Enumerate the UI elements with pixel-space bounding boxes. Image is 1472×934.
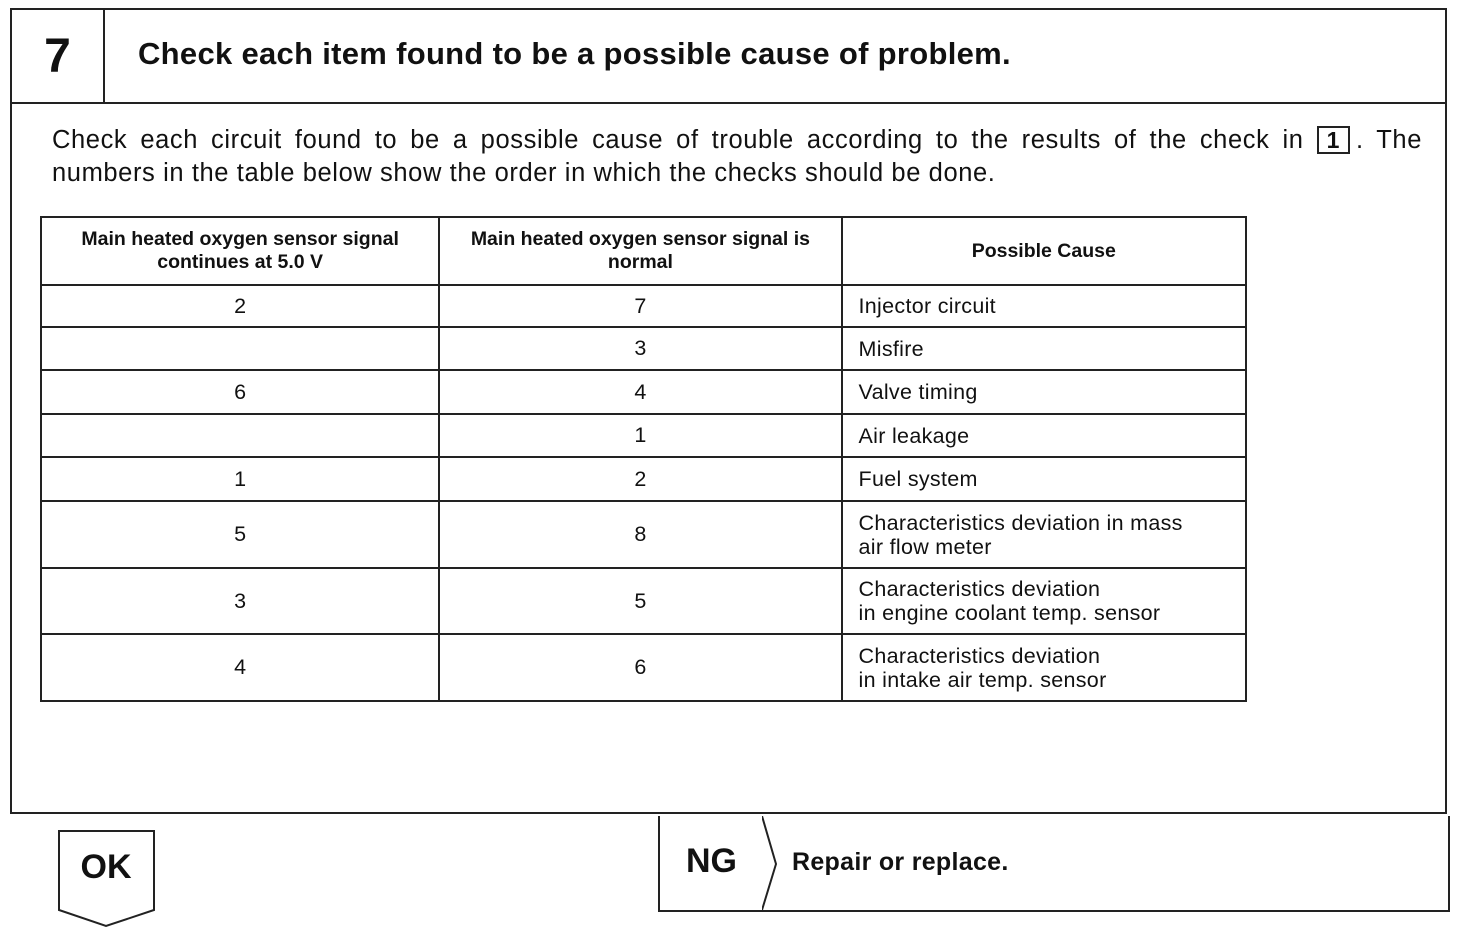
header-signal-5v: Main heated oxygen sensor signal continues at 5.0 V [41, 217, 439, 285]
possible-cause: Valve timing [842, 370, 1246, 414]
intro-text-before: Check each circuit found to be a possible cause of trouble according to the results of the check in [52, 126, 1304, 154]
header-signal-normal: Main heated oxygen sensor signal is normal [439, 217, 841, 285]
order-normal: 6 [439, 634, 841, 701]
order-normal: 5 [439, 568, 841, 634]
intro-paragraph [52, 124, 1422, 190]
order-5v: 3 [41, 568, 439, 634]
table-header-row [41, 217, 1246, 285]
step-header [12, 10, 1445, 104]
ng-branch [658, 816, 1450, 912]
step-title: Check each item found to be a possible cause of problem. [138, 36, 1011, 71]
possible-cause-table [40, 216, 1247, 702]
table-row [41, 568, 1246, 634]
possible-cause: Characteristics deviation in mass air flow meter [842, 501, 1246, 568]
possible-cause: Air leakage [842, 414, 1246, 457]
possible-cause: Characteristics deviation in engine coolant temp. sensor [842, 568, 1246, 634]
order-normal: 7 [439, 285, 841, 327]
order-5v: 5 [41, 501, 439, 568]
order-5v [41, 327, 439, 370]
intro-text-after: . The numbers in the table below show the order in which the checks should be done. [52, 126, 1422, 187]
ok-label: OK [80, 848, 132, 886]
table-row [41, 370, 1246, 414]
possible-cause: Fuel system [842, 457, 1246, 501]
order-normal: 3 [439, 327, 841, 370]
order-normal: 1 [439, 414, 841, 457]
possible-cause: Injector circuit [842, 285, 1246, 327]
ok-branch [58, 830, 156, 928]
ng-action: Repair or replace. [792, 848, 1009, 876]
order-5v: 6 [41, 370, 439, 414]
ng-chevron-icon [762, 816, 782, 912]
possible-cause: Misfire [842, 327, 1246, 370]
ng-label: NG [686, 842, 737, 880]
order-5v [41, 414, 439, 457]
order-5v: 2 [41, 285, 439, 327]
possible-cause: Characteristics deviation in intake air temp. sensor [842, 634, 1246, 701]
table-row [41, 285, 1246, 327]
header-possible-cause: Possible Cause [842, 217, 1246, 285]
table-row [41, 501, 1246, 568]
order-5v: 4 [41, 634, 439, 701]
table-row [41, 327, 1246, 370]
step-number: 7 [12, 10, 105, 102]
step-reference-box: 1 [1317, 126, 1350, 154]
order-5v: 1 [41, 457, 439, 501]
table-row [41, 414, 1246, 457]
table-row [41, 634, 1246, 701]
step-box [10, 8, 1447, 814]
order-normal: 8 [439, 501, 841, 568]
table-row [41, 457, 1246, 501]
order-normal: 4 [439, 370, 841, 414]
order-normal: 2 [439, 457, 841, 501]
